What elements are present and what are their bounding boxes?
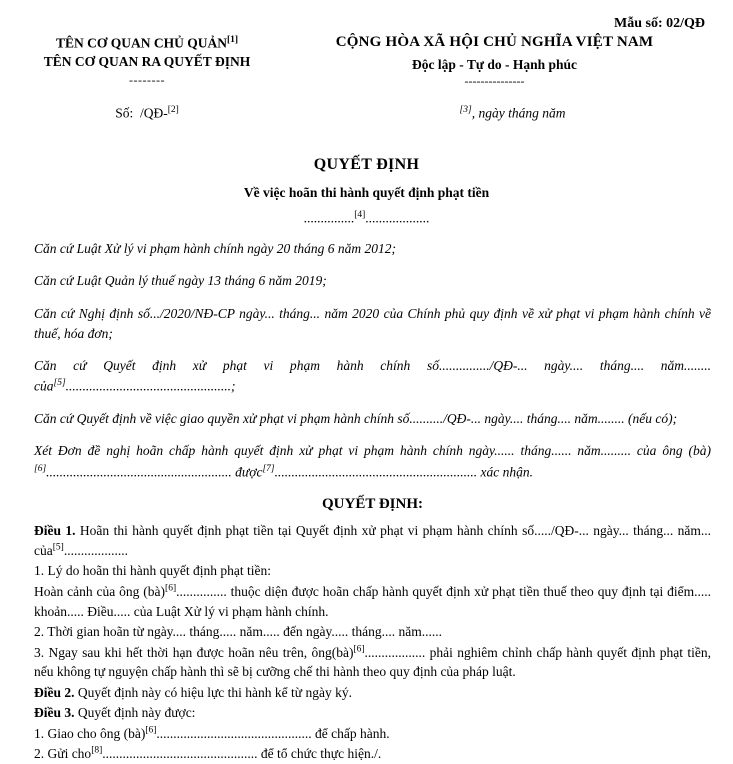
footnote-ref-2: [2] bbox=[167, 105, 179, 115]
article-2 bbox=[34, 683, 711, 703]
article-1-item-2 bbox=[34, 622, 711, 642]
document-number-value: /QĐ- bbox=[139, 105, 168, 121]
article-1-item-1-body-tail: ............... thuộc diện được hoãn chấp hành quyết định xử phạt tiền thuế theo quy định tại điểm..... khoản..... Điều..... của Luật Xử lý vi phạm hành chính. bbox=[34, 583, 711, 619]
article-1-item-1 bbox=[34, 561, 711, 581]
article-3-item-1 bbox=[34, 724, 711, 744]
legal-basis-text: Căn cứ Luật Quản lý thuế ngày 13 tháng 6 năm 2019; bbox=[34, 273, 327, 289]
article-3 bbox=[34, 703, 711, 723]
decision-heading: QUYẾT ĐỊNH: bbox=[322, 496, 423, 513]
legal-basis-text: Xét Đơn đề nghị hoãn chấp hành quyết định xử phạt vi phạm hành chính ngày...... tháng...... năm......... của ông (bà) bbox=[34, 443, 711, 459]
document-title-block bbox=[0, 156, 733, 227]
legal-basis-item bbox=[34, 409, 711, 429]
legal-basis-item bbox=[34, 239, 711, 259]
number-and-date-row bbox=[0, 105, 733, 122]
article-1 bbox=[34, 521, 711, 560]
article-1-item-3-tail: .................. phải nghiêm chỉnh chấp hành quyết định phạt tiền, nếu không tự nguyện chấp hành thì sẽ bị cưỡng chế thi hành theo quy định của pháp luật. bbox=[34, 644, 712, 680]
article-2-label: Điều 2. bbox=[34, 684, 75, 700]
footnote-ref-1: [1] bbox=[226, 35, 239, 45]
legal-basis-item bbox=[34, 304, 711, 345]
issuing-organization-label: TÊN CƠ QUAN RA QUYẾT ĐỊNH bbox=[43, 53, 251, 69]
article-1-tail: ................... bbox=[63, 542, 128, 558]
legal-basis-text: Căn cứ Quyết định về việc giao quyền xử phạt vi phạm hành chính số........../QĐ-... ngày.... tháng.... năm........ (nếu có); bbox=[34, 411, 678, 426]
article-3-item-1-text: 1. Giao cho ông (bà) bbox=[34, 725, 146, 741]
article-3-item-1-tail: .............................................. để chấp hành. bbox=[156, 725, 390, 741]
title-blank-line bbox=[0, 210, 733, 227]
document-number-block bbox=[0, 105, 272, 122]
article-1-item-1-text: 1. Lý do hoãn thi hành quyết định phạt tiền: bbox=[34, 563, 271, 579]
legal-basis-item bbox=[34, 356, 711, 397]
article-3-item-2-text: 2. Gửi cho bbox=[34, 746, 92, 762]
footnote-ref-6: [6] bbox=[353, 644, 365, 655]
legal-basis-text: Căn cứ Quyết định xử phạt vi phạm hành chính số.............../QĐ-... ngày.... tháng.... năm........ của bbox=[34, 358, 711, 394]
article-3-label: Điều 3. bbox=[34, 705, 75, 721]
article-1-label: Điều 1. bbox=[34, 523, 76, 539]
form-code: Mẫu số: 02/QĐ bbox=[614, 16, 705, 31]
footnote-ref-6: [6] bbox=[165, 583, 177, 594]
article-1-item-2-text: 2. Thời gian hoãn từ ngày.... tháng..... năm..... đến ngày..... tháng.... năm...... bbox=[34, 624, 443, 640]
article-3-item-2-tail: .............................................. để tổ chức thực hiện./. bbox=[102, 746, 382, 762]
footnote-ref-8: [8] bbox=[91, 745, 103, 756]
footnote-ref-5: [5] bbox=[52, 542, 64, 553]
footnote-ref-5: [5] bbox=[53, 378, 66, 389]
national-title: CỘNG HÒA XÃ HỘI CHỦ NGHĨA VIỆT NAM bbox=[335, 34, 654, 50]
article-2-text: Quyết định này có hiệu lực thi hành kể từ ngày ký. bbox=[74, 684, 352, 700]
organization-divider: -------- bbox=[129, 72, 165, 87]
legal-basis-tail: ....................................................... được bbox=[46, 464, 263, 479]
legal-basis-tail: .................................................; bbox=[65, 378, 236, 394]
document-subtitle: Về việc hoãn thi hành quyết định phạt tiền bbox=[243, 184, 490, 200]
legal-basis-text: Căn cứ Nghị định số.../2020/NĐ-CP ngày... tháng... năm 2020 của Chính phủ quy định về xử phạt vi phạm hành chính về thuế, hóa đơn; bbox=[34, 305, 711, 341]
article-3-text: Quyết định này được: bbox=[74, 705, 196, 721]
document-number-label: Số: bbox=[115, 105, 134, 121]
article-1-text: Hoãn thi hành quyết định phạt tiền tại Quyết định xử phạt vi phạm hành chính số...../QĐ-... ngày... tháng... năm... của bbox=[34, 523, 711, 558]
article-1-item-1-body-text: Hoàn cảnh của ông (bà) bbox=[34, 583, 166, 599]
footnote-ref-7: [7] bbox=[262, 463, 275, 474]
footnote-ref-4: [4] bbox=[354, 209, 366, 220]
article-1-item-3-text: 3. Ngay sau khi hết thời hạn được hoãn nêu trên, ông(bà) bbox=[34, 644, 354, 660]
national-motto: Độc lập - Tự do - Hạnh phúc bbox=[411, 57, 578, 72]
document-header bbox=[0, 0, 733, 89]
parent-organization-line bbox=[22, 34, 272, 53]
article-1-item-1-body bbox=[34, 582, 711, 621]
footnote-ref-6: [6] bbox=[34, 463, 47, 474]
legal-basis-tail-2: ............................................................ xác nhận. bbox=[274, 464, 533, 479]
legal-basis-item bbox=[34, 441, 711, 482]
parent-organization-label: TÊN CƠ QUAN CHỦ QUẢN bbox=[55, 35, 227, 51]
document-body bbox=[0, 239, 733, 764]
title-dots-after: ................... bbox=[365, 210, 430, 225]
place-date-block bbox=[272, 105, 733, 122]
legal-basis-item bbox=[34, 271, 711, 291]
article-3-item-2 bbox=[34, 744, 711, 764]
footnote-ref-3: [3] bbox=[459, 105, 472, 115]
motto-divider: --------------- bbox=[464, 74, 525, 88]
title-dots-before: ............... bbox=[303, 210, 355, 225]
issuing-organization-block bbox=[0, 34, 272, 88]
place-date-text: , ngày tháng năm bbox=[471, 105, 566, 121]
page-title: QUYẾT ĐỊNH bbox=[313, 155, 420, 173]
national-heading-block bbox=[272, 34, 733, 89]
legal-basis-text: Căn cứ Luật Xử lý vi phạm hành chính ngày 20 tháng 6 năm 2012; bbox=[34, 241, 396, 256]
article-1-item-3 bbox=[34, 643, 711, 682]
footnote-ref-6: [6] bbox=[145, 725, 157, 736]
